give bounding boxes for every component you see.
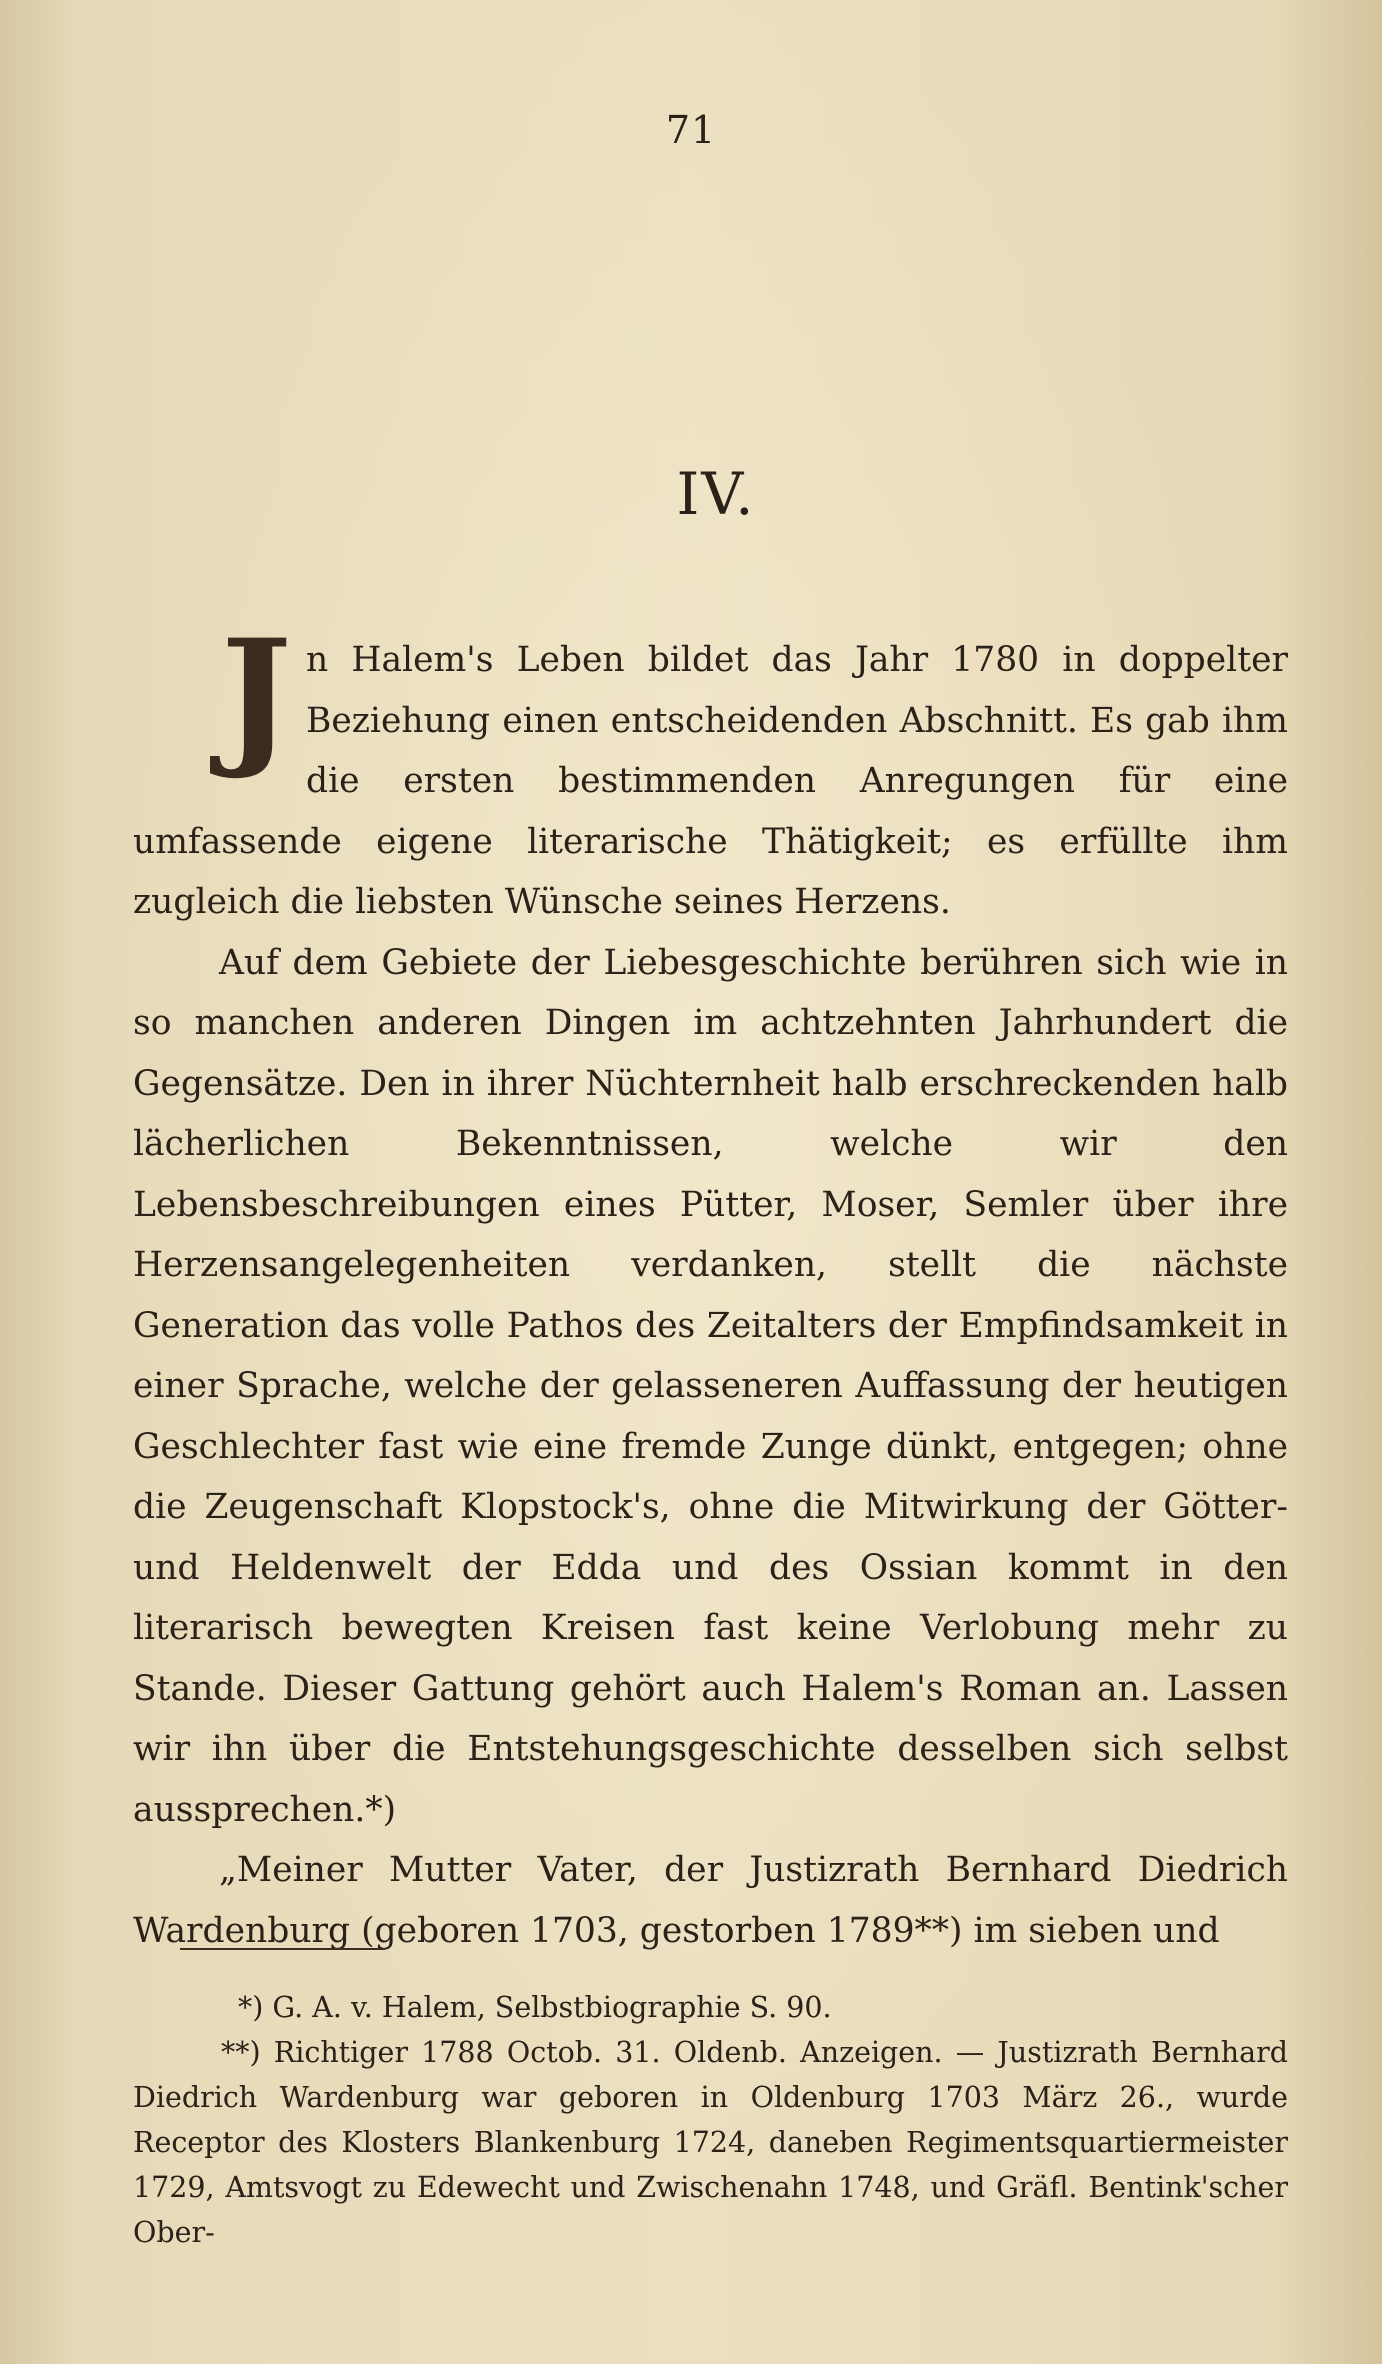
footnote-divider: [180, 1948, 385, 1950]
footnote-2: **) Richtiger 1788 Octob. 31. Oldenb. Anzeigen. — Justizrath Bernhard Diedrich Wardenburg war geboren in Oldenburg 1703 März 26., wurde Receptor des Klosters Blankenburg 1724, daneben Regimentsquartiermeister 1729, Amtsvogt zu Edewecht und Zwischenahn 1748, und Gräfl. Bentink'scher Ober-: [133, 2036, 1288, 2249]
footnotes: [133, 1985, 1288, 2255]
paragraph-1-text: n Halem's Leben bildet das Jahr 1780 in doppelter Beziehung einen entscheidenden Abschnitt. Es gab ihm die ersten bestimmenden Anregungen für eine umfassende eigene literarische Thätigkeit; es erfüllte ihm zugleich die liebsten Wünsche seines Herzens.: [133, 640, 1288, 922]
chapter-heading: IV.: [676, 460, 756, 528]
page-number: 71: [665, 108, 717, 152]
paragraph-2: Auf dem Gebiete der Liebesgeschichte berühren sich wie in so manchen anderen Dingen im achtzehnten Jahrhundert die Gegensätze. Den in ihrer Nüchternheit halb erschreckenden halb lächerlichen Bekenntnissen, welche wir den Lebensbeschreibungen eines Pütter, Moser, Semler über ihre Herzensangelegenheiten verdanken, stellt die nächste Generation das volle Pathos des Zeitalters der Empfindsamkeit in einer Sprache, welche der gelasseneren Auffassung der heutigen Geschlechter fast wie eine fremde Zunge dünkt, entgegen; ohne die Zeugenschaft Klopstock's, ohne die Mitwirkung der Götter- und Heldenwelt der Edda und des Ossian kommt in den literarisch bewegten Kreisen fast keine Verlobung mehr zu Stande. Dieser Gattung gehört auch Halem's Roman an. Lassen wir ihn über die Entstehungsgeschichte desselben sich selbst aussprechen.*): [133, 942, 1288, 1830]
paragraph-1: [133, 607, 1288, 933]
paragraph-3: „Meiner Mutter Vater, der Justizrath Bernhard Diedrich Wardenburg (geboren 1703, gestorben 1789**) im sieben und: [133, 1850, 1288, 1951]
footnote-1: *) G. A. v. Halem, Selbstbiographie S. 90.: [238, 1991, 832, 2024]
drop-cap-initial: J: [221, 607, 292, 783]
body-text: [133, 607, 1288, 1961]
